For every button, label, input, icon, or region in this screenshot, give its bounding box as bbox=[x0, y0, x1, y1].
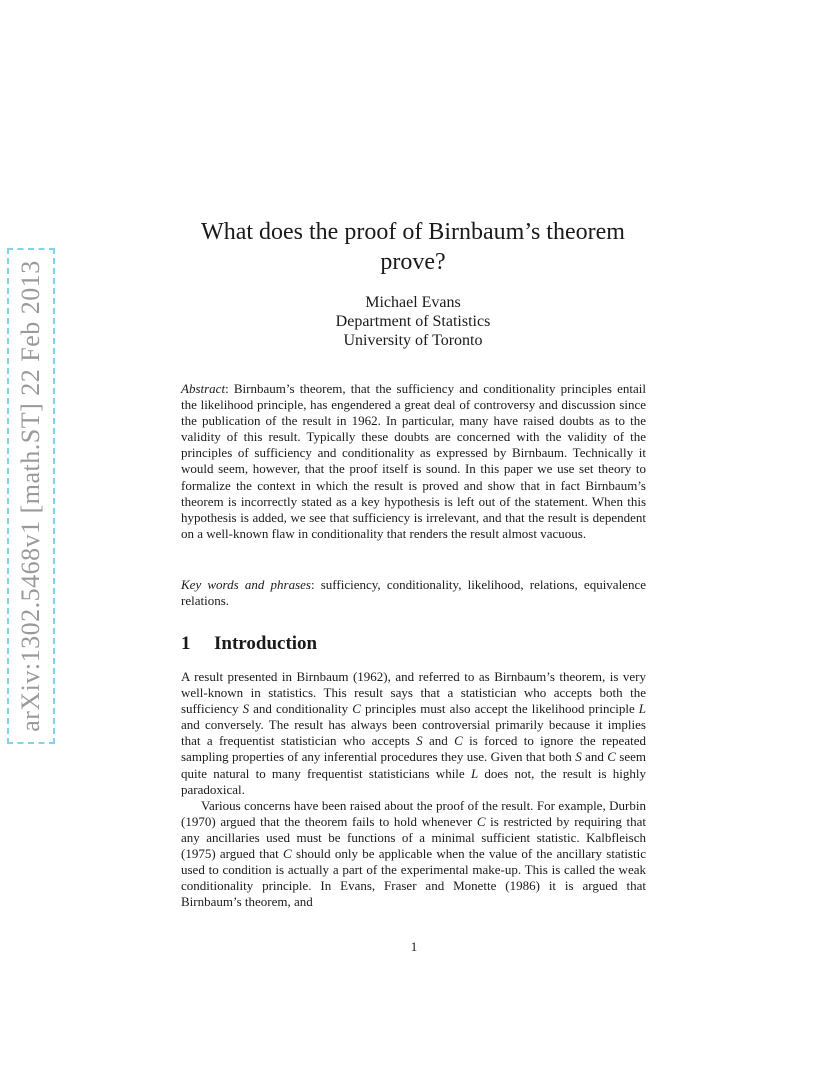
math-symbol: S bbox=[416, 733, 423, 749]
section-heading bbox=[181, 633, 317, 655]
arxiv-identifier: arXiv:1302.5468v1 [math.ST] 22 Feb 2013 bbox=[16, 260, 45, 732]
math-symbol: L bbox=[638, 701, 647, 717]
abstract-text: : Birnbaum’s theorem, that the sufficiency and conditionality principles entail the likelihood principle, has engendered a great deal of controversy and discussion since the publication of the result in 1962. In particular, many have raised doubts as to the validity of this result. Typically these doubts are concerned with the validity of the principles of sufficiency and conditionality as expressed by Birnbaum. Technically it would seem, however, that the proof itself is sound. In this paper we use set theory to formalize the context in which the result is proved and show that in fact Birnbaum’s theorem is incorrectly stated as a key hypothesis is left out of the statement. When this hypothesis is added, we see that sufficiency is irrelevant, and that the result is dependent on a well-known flaw in conditionality that renders the result almost vacuous. bbox=[181, 381, 646, 541]
author-block bbox=[180, 293, 646, 350]
text-run: Various concerns have been raised about the proof of the result. For example, Durbin (1970) argued that the theorem fails to hold whenever bbox=[181, 797, 646, 829]
intro-paragraph-1 bbox=[181, 669, 646, 798]
page-number: 1 bbox=[410, 939, 418, 954]
text-run: and bbox=[581, 749, 608, 765]
section-title: Introduction bbox=[214, 633, 318, 654]
text-run: should only be applicable when the value of the ancillary statistic used to condition is actually a part of the experimental make-up. This is called the weak conditionality principle. In Evans, Fraser and Monette (1986) it is argued that Birnbaum’s theorem, and bbox=[181, 846, 646, 910]
math-symbol: C bbox=[352, 701, 361, 717]
paper-title: What does the proof of Birnbaum’s theorem prove? bbox=[201, 219, 625, 275]
text-run: seem quite natural to many frequentist statisticians while bbox=[181, 749, 646, 781]
author-name: Michael Evans bbox=[365, 294, 461, 311]
math-symbol: S bbox=[242, 701, 250, 717]
text-run: and bbox=[422, 733, 455, 749]
text-run: principles must also accept the likelihood principle bbox=[360, 701, 639, 717]
math-symbol: C bbox=[454, 733, 463, 749]
author-affiliation: University of Toronto bbox=[343, 332, 483, 349]
abstract bbox=[181, 381, 646, 542]
math-symbol: L bbox=[470, 765, 479, 781]
text-run: does not, the result is highly paradoxical. bbox=[181, 765, 646, 797]
math-symbol: S bbox=[575, 749, 582, 765]
text-run: and conditionality bbox=[249, 701, 353, 717]
text-run: is forced to ignore the repeated sampling properties of any inferential procedures they use. Given that both bbox=[181, 733, 646, 765]
keywords bbox=[181, 577, 646, 609]
math-symbol: C bbox=[476, 813, 486, 829]
math-symbol: C bbox=[283, 846, 292, 862]
text-run: A result presented in Birnbaum (1962), and referred to as Birnbaum’s theorem, is very well-known in statistics. This result says that a statistician who accepts both the sufficiency bbox=[181, 669, 646, 717]
section-number: 1 bbox=[181, 633, 191, 654]
text-run: and conversely. The result has always been controversial primarily because it implies that a frequentist statistician who accepts bbox=[181, 717, 646, 749]
introduction-body bbox=[181, 669, 646, 910]
intro-paragraph-2 bbox=[181, 798, 646, 911]
keywords-label: Key words and phrases bbox=[181, 577, 311, 592]
math-symbol: C bbox=[607, 749, 616, 765]
text-run: is restricted by requiring that any ancillaries used must be functions of a minimal sufficient statistic. Kalbfleisch (1975) argued that bbox=[181, 813, 646, 862]
abstract-label: Abstract bbox=[181, 381, 226, 396]
keywords-text: : sufficiency, conditionality, likelihood, relations, equivalence relations. bbox=[181, 577, 646, 609]
author-department: Department of Statistics bbox=[335, 313, 491, 330]
arxiv-stamp bbox=[7, 248, 55, 744]
